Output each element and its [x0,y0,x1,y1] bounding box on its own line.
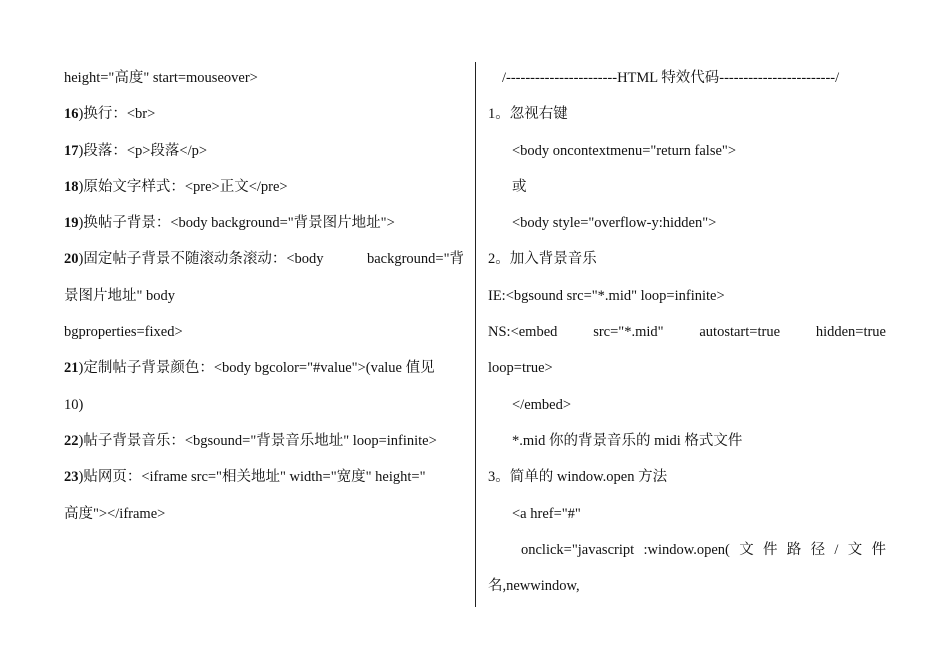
text-line: 或 [512,178,527,195]
text-line: 景图片地址" body [64,287,176,304]
item-text [64,241,324,277]
text-line: height="高度" start=mouseover> [64,70,258,86]
item-text: )换帖子背景：<body background="背景图片地址"> [78,215,395,232]
item-19 [64,205,464,241]
code-line: <a href="#" [512,505,581,522]
code-token: 件 [762,541,778,558]
text-line: *.mid 你的背景音乐的 midi 格式文件 [512,432,743,449]
code-token: autostart=true [699,324,781,341]
item-text: )原始文字样式：<pre>正文</pre> [78,178,288,195]
code-token: 径 [810,541,826,558]
item-number: 23 [64,469,79,486]
item-17 [64,133,464,169]
code-token: :window.open( [643,541,730,558]
code-token: onclick="javascript [521,541,635,558]
section-title-1: 1。忽视右键 [488,106,568,123]
item-18 [64,169,464,205]
code-line: loop=true> [488,360,553,377]
code-token: src="*.mid" [593,324,664,341]
code-token: hidden=true [815,324,886,341]
text-line: 10) [64,396,84,413]
item-23 [64,459,464,495]
left-column [64,60,464,532]
item-text-a: )固定帖子背景不随滚动条滚动：<body [78,251,324,268]
item-text: )换行：<br> [78,106,156,123]
item-number: 22 [64,432,79,449]
section-title-3: 3。简单的 window.open 方法 [488,469,668,486]
item-text: )定制帖子背景颜色：<body bgcolor="#value">(value 值见 [78,360,435,377]
item-number: 17 [64,142,79,159]
item-16 [64,96,464,132]
text-line: bgproperties=fixed> [64,324,183,341]
item-number: 21 [64,360,79,377]
right-column [488,60,886,604]
code-token: 文 [847,541,863,558]
code-line-justified [488,532,886,568]
code-line-justified [488,314,886,350]
code-token: 件 [871,541,886,558]
text-line: 高度"></iframe> [64,505,166,522]
item-text: )帖子背景音乐：<bgsound="背景音乐地址" loop=infinite> [78,432,437,449]
item-number: 18 [64,178,79,195]
code-line: <body oncontextmenu="return false"> [512,142,737,159]
code-token: 文 [739,541,754,558]
item-text: )贴网页：<iframe src="相关地址" width="宽度" height=" [78,469,426,486]
code-token: NS:<embed [488,324,558,341]
code-token: 路 [786,541,802,558]
column-divider [475,62,476,607]
item-text: )段落：<p>段落</p> [78,142,208,159]
item-number: 16 [64,106,79,123]
code-line: <body style="overflow-y:hidden"> [512,215,717,232]
item-22 [64,423,464,459]
item-20 [64,241,464,277]
section-title-2: 2。加入背景音乐 [488,251,597,268]
item-number: 20 [64,251,79,268]
section-heading: /-----------------------HTML 特效代码------------------------/ [502,70,840,86]
item-text-b: background="背 [366,251,464,268]
item-number: 19 [64,215,79,232]
code-line: 名,newwindow, [488,578,580,595]
code-line: IE:<bgsound src="*.mid" loop=infinite> [488,287,725,304]
item-21 [64,350,464,386]
code-token: / [834,541,839,558]
code-line: </embed> [512,396,572,413]
